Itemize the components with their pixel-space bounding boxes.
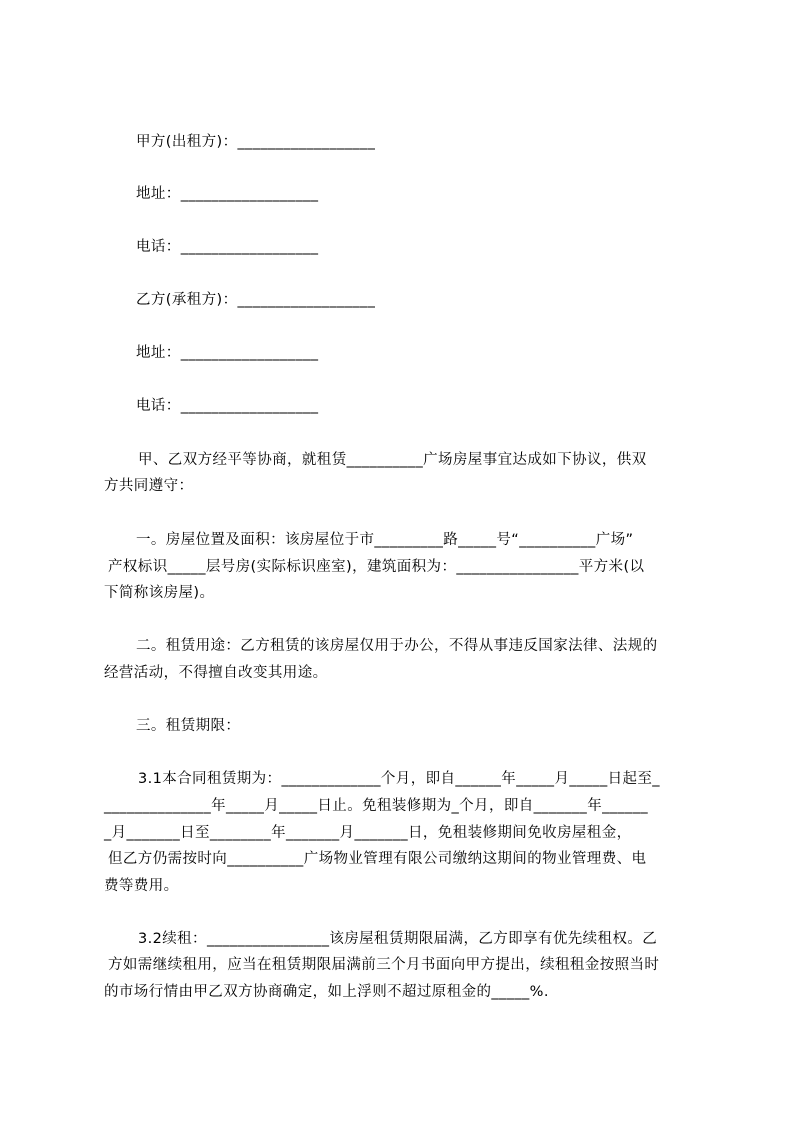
clause-3-2-line-2: 方如需继续租用，应当在租赁期限届满前三个月书面向甲方提出，续租租金按照当时 — [108, 957, 660, 973]
clause-1-line-3: 下简称该房屋)。 — [104, 585, 215, 601]
intro-line-2: 方共同遵守： — [104, 478, 194, 494]
clause-3-1-line-5: 费等费用。 — [104, 878, 179, 894]
clause-2-line-2: 经营活动，不得擅自改变其用途。 — [104, 665, 328, 681]
clause-3-1-line-3: _月_______日至________年_______月_______日，免租装修期间免收房屋租金， — [104, 825, 632, 841]
party-a-address: 地址：__________________ — [136, 186, 319, 202]
party-a-phone: 电话：__________________ — [136, 239, 319, 255]
clause-3-1-line-1: 3.1本合同租赁期为：_____________个月，即自______年_____月_____日起至_ — [138, 771, 660, 787]
clause-1-line-2: 产权标识_____层号房(实际标识座室)，建筑面积为：________________平方米(以 — [108, 559, 645, 575]
clause-1-line-1: 一。房屋位置及面积：该房屋位于市_________路_____号“__________广场” — [136, 532, 634, 548]
intro-line-1: 甲、乙双方经平等协商，就租赁__________广场房屋事宜达成如下协议，供双 — [138, 452, 647, 468]
clause-2-line-1: 二。租赁用途：乙方租赁的该房屋仅用于办公，不得从事违反国家法律、法规的 — [136, 638, 658, 654]
clause-3-1-line-2: ______________年_____月_____日止。免租装修期为_个月，即自_______年______ — [104, 798, 648, 814]
party-b-title: 乙方(承租方)：__________________ — [136, 292, 376, 308]
clause-3-2-line-1: 3.2续租：________________该房屋租赁期限届满，乙方即享有优先续租权。乙 — [138, 931, 658, 947]
clause-3-1-line-4: 但乙方仍需按时向__________广场物业管理有限公司缴纳这期间的物业管理费、电 — [108, 851, 647, 867]
party-a-title: 甲方(出租方)：__________________ — [136, 134, 376, 150]
clause-3-2-line-3: 的市场行情由甲乙双方协商确定，如上浮则不超过原租金的_____%. — [104, 984, 549, 1000]
party-b-phone: 电话：__________________ — [136, 398, 319, 414]
clause-3-heading: 三。租赁期限： — [136, 718, 241, 734]
party-b-address: 地址：__________________ — [136, 345, 319, 361]
